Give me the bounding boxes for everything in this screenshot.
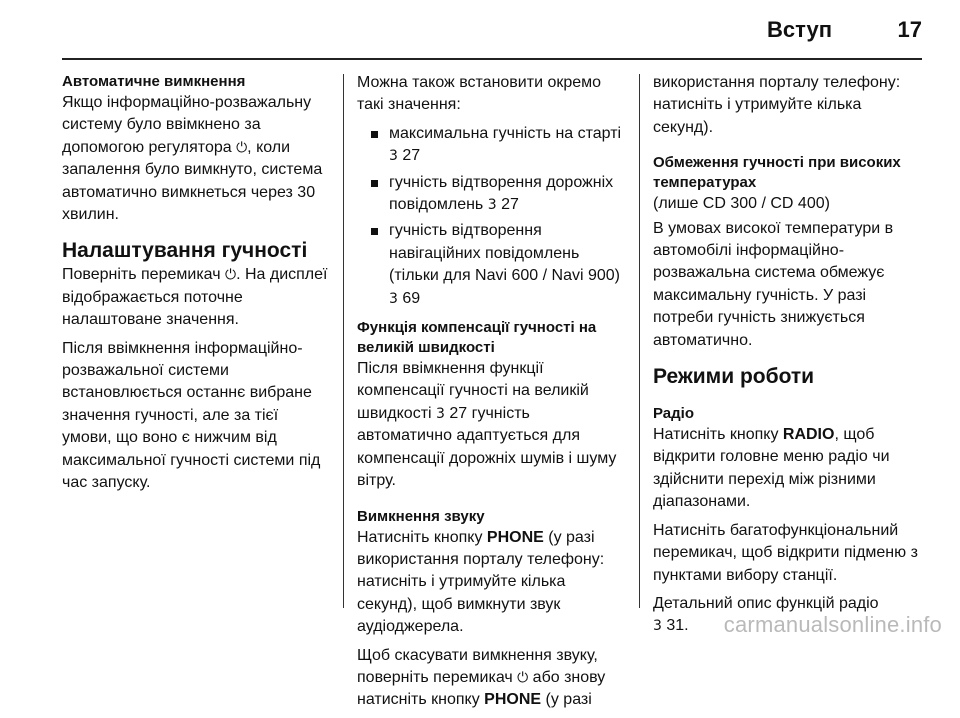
speed-comp-heading: Функція компенсації гучності на великій швидкості [357,319,597,357]
column-2 [357,72,629,718]
temp-limit-heading: Обмеження гучності при високих температурах [653,154,901,192]
page-number: 17 [897,17,922,42]
power-knob-icon: ⏻ [225,267,237,284]
temp-limit-note: (лише CD 300 / CD 400) [653,195,830,213]
radio-text-3: Детальний опис функцій радіо 3 31. [653,594,879,635]
page-ref-icon: 3 [653,618,662,635]
volume-heading: Налаштування гучності [62,239,308,263]
watermark: carmanualsonline.info [723,612,942,637]
list-item: максимальна гучність на старті 3 27 [357,123,629,168]
page-title: Вступ [767,17,832,42]
volume-settings-list [357,123,629,310]
volume-text: Поверніть перемикач ⏻. На дисплеї відображається поточне налаштоване значення. [62,266,328,329]
unmute-text: Щоб скасувати вимкнення звуку, поверніть перемикач ⏻ або знову натисніть кнопку PHONE (у разі [357,646,606,709]
page-ref-icon: 3 [487,197,497,214]
mute-text: Натисніть кнопку PHONE (у разі використання порталу телефону: натисніть і утримуйте кілька секунд), щоб вимкнути звук аудіоджерела. [357,528,605,636]
modes-heading: Режими роботи [653,365,815,389]
column-divider [343,74,344,608]
phone-key-label: PHONE [486,528,544,546]
intro-text: Можна також встановити окремо такі значення: [357,74,602,114]
column-1 [62,72,332,501]
column-divider [639,74,640,608]
list-item: гучність відтворення дорожніх повідомлень 3 27 [357,172,629,217]
page-ref-icon: 3 [389,290,398,307]
auto-off-text: Якщо інформаційно-розважальну систему було ввімкнено за допомогою регулятора ⏻, коли запалення було вимкнуто, система автоматично вимкнеться через 30 хвилин. [62,94,323,224]
radio-text-2: Натисніть багатофункціональний перемикач, щоб відкрити підменю з пунктами вибору станції. [653,521,918,584]
power-knob-icon: ⏻ [236,139,248,156]
temp-limit-text: В умовах високої температури в автомобілі інформаційно-розважальна система обмежує максимальну гучність. У разі потреби гучність знижується автоматично. [653,219,894,349]
volume-text-2: Після ввімкнення інформаційно-розважальної системи встановлюється останнє вибране значення гучності, але за тієї умови, що воно є нижчим від максимальної гучності системи під час запуску. [62,339,321,492]
auto-off-heading: Автоматичне вимкнення [62,73,246,90]
speed-comp-text: Після ввімкнення функції компенсації гучності на великій швидкості 3 27 гучність автоматично адаптується для компенсації дорожніх шумів і шуму вітру. [357,360,617,490]
phone-key-label: PHONE [484,691,542,709]
page-ref-icon: 3 [436,405,445,422]
power-knob-icon: ⏻ [517,669,529,686]
radio-text: Натисніть кнопку RADIO, щоб відкрити головне меню радіо чи здійснити перехід між різними діапазонами. [653,426,890,511]
radio-heading: Радіо [653,405,695,423]
radio-key-label: RADIO [782,426,835,444]
column-3 [653,72,925,644]
header-rule [62,58,922,60]
page-header [0,0,960,60]
mute-heading: Вимкнення звуку [357,507,485,525]
list-item: гучність відтворення навігаційних повідомлень (тільки для Navi 600 / Navi 900) 3 69 [357,220,629,310]
continued-text: використання порталу телефону: натисніть і утримуйте кілька секунд). [653,74,901,136]
page-ref-icon: 3 [389,148,398,165]
